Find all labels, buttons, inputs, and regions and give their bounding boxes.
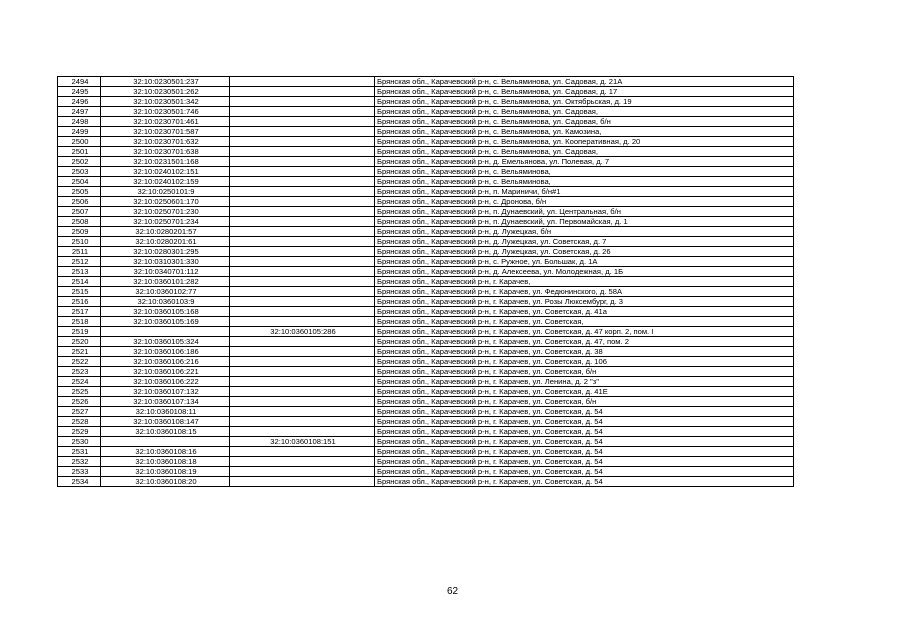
cadastral-number-cell: 32:10:0360106:222 xyxy=(101,377,230,387)
cadastral-number-cell: 32:10:0230701:587 xyxy=(101,127,230,137)
row-number-cell: 2511 xyxy=(58,247,101,257)
address-cell: Брянская обл., Карачевский р-н, г. Карачев, ул. Советская, д. 47 корп. 2, пом. I xyxy=(375,327,794,337)
table-row xyxy=(58,127,794,137)
table-row xyxy=(58,417,794,427)
cadastral-number-alt-cell xyxy=(230,407,375,417)
cadastral-number-cell: 32:10:0280201:57 xyxy=(101,227,230,237)
cadastral-number-cell: 32:10:0230701:632 xyxy=(101,137,230,147)
address-cell: Брянская обл., Карачевский р-н, г. Карачев, ул. Советская, д. 54 xyxy=(375,427,794,437)
cadastral-number-alt-cell xyxy=(230,427,375,437)
row-number-cell: 2530 xyxy=(58,437,101,447)
table-row xyxy=(58,387,794,397)
address-cell: Брянская обл., Карачевский р-н, г. Карачев, ул. Советская, д. 41Е xyxy=(375,387,794,397)
cadastral-number-alt-cell xyxy=(230,237,375,247)
address-cell: Брянская обл., Карачевский р-н, г. Карачев, ул. Советская, д. 106 xyxy=(375,357,794,367)
cadastral-number-alt-cell xyxy=(230,277,375,287)
table-row xyxy=(58,97,794,107)
address-cell: Брянская обл., Карачевский р-н, д. Емельянова, ул. Полевая, д. 7 xyxy=(375,157,794,167)
address-cell: Брянская обл., Карачевский р-н, д. Алексеева, ул. Молодежная, д. 1Б xyxy=(375,267,794,277)
row-number-cell: 2494 xyxy=(58,77,101,87)
row-number-cell: 2534 xyxy=(58,477,101,487)
row-number-cell: 2531 xyxy=(58,447,101,457)
page-number: 62 xyxy=(446,586,459,597)
table-row xyxy=(58,137,794,147)
table-row xyxy=(58,187,794,197)
row-number-cell: 2522 xyxy=(58,357,101,367)
cadastral-number-alt-cell xyxy=(230,87,375,97)
cadastral-number-alt-cell xyxy=(230,477,375,487)
cadastral-number-cell: 32:10:0360103:9 xyxy=(101,297,230,307)
table-row xyxy=(58,427,794,437)
cadastral-number-cell: 32:10:0230501:237 xyxy=(101,77,230,87)
address-cell: Брянская обл., Карачевский р-н, г. Карачев, ул. Советская, д. 54 xyxy=(375,437,794,447)
table-row xyxy=(58,397,794,407)
row-number-cell: 2510 xyxy=(58,237,101,247)
table-row xyxy=(58,177,794,187)
cadastral-number-cell: 32:10:0230501:746 xyxy=(101,107,230,117)
cadastral-number-cell: 32:10:0230501:342 xyxy=(101,97,230,107)
address-cell: Брянская обл., Карачевский р-н, г. Карачев, ул. Советская, д. 38 xyxy=(375,347,794,357)
row-number-cell: 2524 xyxy=(58,377,101,387)
cadastral-number-cell: 32:10:0360106:186 xyxy=(101,347,230,357)
cadastral-number-alt-cell: 32:10:0360105:286 xyxy=(230,327,375,337)
cadastral-number-cell: 32:10:0360108:15 xyxy=(101,427,230,437)
address-cell: Брянская обл., Карачевский р-н, с. Вельяминова, ул. Садовая, д. 17 xyxy=(375,87,794,97)
table-row xyxy=(58,467,794,477)
cadastral-number-alt-cell xyxy=(230,387,375,397)
table-row xyxy=(58,437,794,447)
address-cell: Брянская обл., Карачевский р-н, п. Дунаевский, ул. Первомайская, д. 1 xyxy=(375,217,794,227)
address-cell: Брянская обл., Карачевский р-н, г. Карачев, xyxy=(375,277,794,287)
row-number-cell: 2527 xyxy=(58,407,101,417)
row-number-cell: 2507 xyxy=(58,207,101,217)
address-cell: Брянская обл., Карачевский р-н, г. Карачев, ул. Советская, д. 54 xyxy=(375,467,794,477)
cadastral-number-alt-cell xyxy=(230,227,375,237)
table-row xyxy=(58,457,794,467)
row-number-cell: 2509 xyxy=(58,227,101,237)
address-cell: Брянская обл., Карачевский р-н, г. Карачев, ул. Советская, xyxy=(375,317,794,327)
cadastral-number-alt-cell xyxy=(230,247,375,257)
row-number-cell: 2528 xyxy=(58,417,101,427)
cadastral-number-alt-cell xyxy=(230,307,375,317)
table-row xyxy=(58,307,794,317)
address-cell: Брянская обл., Карачевский р-н, с. Вельяминова, xyxy=(375,167,794,177)
table-row xyxy=(58,87,794,97)
cadastral-number-alt-cell xyxy=(230,187,375,197)
cadastral-number-alt-cell xyxy=(230,137,375,147)
cadastral-number-cell: 32:10:0360107:134 xyxy=(101,397,230,407)
row-number-cell: 2508 xyxy=(58,217,101,227)
cadastral-number-alt-cell xyxy=(230,367,375,377)
address-cell: Брянская обл., Карачевский р-н, с. Ружное, ул. Большак, д. 1А xyxy=(375,257,794,267)
table-row xyxy=(58,267,794,277)
address-cell: Брянская обл., Карачевский р-н, с. Вельяминова, ул. Камозина, xyxy=(375,127,794,137)
address-cell: Брянская обл., Карачевский р-н, г. Карачев, ул. Советская, д. 41а xyxy=(375,307,794,317)
address-cell: Брянская обл., Карачевский р-н, с. Дронова, б/н xyxy=(375,197,794,207)
cadastral-number-alt-cell: 32:10:0360108:151 xyxy=(230,437,375,447)
cadastral-number-cell: 32:10:0230701:461 xyxy=(101,117,230,127)
cadastral-number-cell: 32:10:0250601:170 xyxy=(101,197,230,207)
cadastral-number-cell: 32:10:0360105:169 xyxy=(101,317,230,327)
row-number-cell: 2520 xyxy=(58,337,101,347)
cadastral-number-cell: 32:10:0360102:77 xyxy=(101,287,230,297)
address-cell: Брянская обл., Карачевский р-н, г. Карачев, ул. Советская, д. 54 xyxy=(375,447,794,457)
table-row xyxy=(58,347,794,357)
cadastral-number-cell: 32:10:0231501:168 xyxy=(101,157,230,167)
table-body xyxy=(58,77,794,487)
table-row xyxy=(58,197,794,207)
table-row xyxy=(58,217,794,227)
address-cell: Брянская обл., Карачевский р-н, д. Лужецкая, ул. Советская, д. 26 xyxy=(375,247,794,257)
row-number-cell: 2521 xyxy=(58,347,101,357)
address-cell: Брянская обл., Карачевский р-н, д. Лужецкая, ул. Советская, д. 7 xyxy=(375,237,794,247)
table-row xyxy=(58,317,794,327)
cadastral-number-alt-cell xyxy=(230,127,375,137)
cadastral-number-cell: 32:10:0240102:151 xyxy=(101,167,230,177)
cadastral-number-cell: 32:10:0360106:216 xyxy=(101,357,230,367)
cadastral-number-cell: 32:10:0360105:168 xyxy=(101,307,230,317)
cadastral-number-alt-cell xyxy=(230,257,375,267)
cadastral-number-alt-cell xyxy=(230,447,375,457)
row-number-cell: 2514 xyxy=(58,277,101,287)
address-cell: Брянская обл., Карачевский р-н, г. Карачев, ул. Советская, д. 54 xyxy=(375,407,794,417)
cadastral-number-cell: 32:10:0360108:18 xyxy=(101,457,230,467)
table-row xyxy=(58,377,794,387)
cadastral-number-alt-cell xyxy=(230,457,375,467)
row-number-cell: 2500 xyxy=(58,137,101,147)
row-number-cell: 2503 xyxy=(58,167,101,177)
cadastral-number-cell: 32:10:0360108:20 xyxy=(101,477,230,487)
row-number-cell: 2499 xyxy=(58,127,101,137)
cadastral-number-cell: 32:10:0360108:11 xyxy=(101,407,230,417)
cadastral-number-cell: 32:10:0250101:9 xyxy=(101,187,230,197)
cadastral-number-cell: 32:10:0360106:221 xyxy=(101,367,230,377)
row-number-cell: 2533 xyxy=(58,467,101,477)
row-number-cell: 2525 xyxy=(58,387,101,397)
cadastral-number-cell: 32:10:0310301:330 xyxy=(101,257,230,267)
cadastral-number-cell: 32:10:0240102:159 xyxy=(101,177,230,187)
cadastral-number-cell: 32:10:0360107:132 xyxy=(101,387,230,397)
row-number-cell: 2519 xyxy=(58,327,101,337)
cadastral-number-alt-cell xyxy=(230,197,375,207)
row-number-cell: 2495 xyxy=(58,87,101,97)
cadastral-number-alt-cell xyxy=(230,217,375,227)
cadastral-number-cell: 32:10:0230701:638 xyxy=(101,147,230,157)
cadastral-number-cell: 32:10:0360108:19 xyxy=(101,467,230,477)
address-cell: Брянская обл., Карачевский р-н, г. Карачев, ул. Ленина, д. 2 "з" xyxy=(375,377,794,387)
address-cell: Брянская обл., Карачевский р-н, г. Карачев, ул. Советская, д. 54 xyxy=(375,457,794,467)
property-register-table xyxy=(57,76,794,487)
cadastral-number-alt-cell xyxy=(230,157,375,167)
cadastral-number-alt-cell xyxy=(230,317,375,327)
cadastral-number-cell: 32:10:0280201:61 xyxy=(101,237,230,247)
cadastral-number-alt-cell xyxy=(230,117,375,127)
cadastral-number-alt-cell xyxy=(230,107,375,117)
table-row xyxy=(58,327,794,337)
cadastral-number-cell: 32:10:0360108:147 xyxy=(101,417,230,427)
table-row xyxy=(58,167,794,177)
row-number-cell: 2517 xyxy=(58,307,101,317)
cadastral-number-alt-cell xyxy=(230,297,375,307)
row-number-cell: 2512 xyxy=(58,257,101,267)
cadastral-number-alt-cell xyxy=(230,467,375,477)
table-row xyxy=(58,247,794,257)
cadastral-number-cell: 32:10:0360108:16 xyxy=(101,447,230,457)
row-number-cell: 2502 xyxy=(58,157,101,167)
cadastral-number-alt-cell xyxy=(230,207,375,217)
address-cell: Брянская обл., Карачевский р-н, г. Карачев, ул. Советская, д. 54 xyxy=(375,477,794,487)
table-row xyxy=(58,77,794,87)
row-number-cell: 2526 xyxy=(58,397,101,407)
row-number-cell: 2523 xyxy=(58,367,101,377)
cadastral-number-cell: 32:10:0280301:295 xyxy=(101,247,230,257)
address-cell: Брянская обл., Карачевский р-н, п. Дунаевский, ул. Центральная, б/н xyxy=(375,207,794,217)
row-number-cell: 2496 xyxy=(58,97,101,107)
table-row xyxy=(58,227,794,237)
table-row xyxy=(58,157,794,167)
address-cell: Брянская обл., Карачевский р-н, с. Вельяминова, ул. Садовая, xyxy=(375,107,794,117)
table-row xyxy=(58,477,794,487)
table-row xyxy=(58,447,794,457)
row-number-cell: 2513 xyxy=(58,267,101,277)
cadastral-number-alt-cell xyxy=(230,167,375,177)
table-row xyxy=(58,207,794,217)
cadastral-number-cell: 32:10:0340701:112 xyxy=(101,267,230,277)
row-number-cell: 2518 xyxy=(58,317,101,327)
cadastral-number-cell: 32:10:0360105:324 xyxy=(101,337,230,347)
table-row xyxy=(58,237,794,247)
row-number-cell: 2501 xyxy=(58,147,101,157)
table-row xyxy=(58,337,794,347)
cadastral-number-alt-cell xyxy=(230,337,375,347)
table-row xyxy=(58,117,794,127)
address-cell: Брянская обл., Карачевский р-н, с. Вельяминова, xyxy=(375,177,794,187)
row-number-cell: 2505 xyxy=(58,187,101,197)
row-number-cell: 2504 xyxy=(58,177,101,187)
row-number-cell: 2498 xyxy=(58,117,101,127)
address-cell: Брянская обл., Карачевский р-н, п. Мариничи, б/н#1 xyxy=(375,187,794,197)
cadastral-number-alt-cell xyxy=(230,417,375,427)
cadastral-number-alt-cell xyxy=(230,377,375,387)
address-cell: Брянская обл., Карачевский р-н, г. Карачев, ул. Советская, д. 54 xyxy=(375,417,794,427)
address-cell: Брянская обл., Карачевский р-н, с. Вельяминова, ул. Октябрьская, д. 19 xyxy=(375,97,794,107)
table-row xyxy=(58,297,794,307)
address-cell: Брянская обл., Карачевский р-н, г. Карачев, ул. Советская, б/н xyxy=(375,367,794,377)
row-number-cell: 2532 xyxy=(58,457,101,467)
address-cell: Брянская обл., Карачевский р-н, г. Карачев, ул. Советская, б/н xyxy=(375,397,794,407)
address-cell: Брянская обл., Карачевский р-н, с. Вельяминова, ул. Кооперативная, д. 20 xyxy=(375,137,794,147)
address-cell: Брянская обл., Карачевский р-н, г. Карачев, ул. Розы Люксембург, д. 3 xyxy=(375,297,794,307)
table-row xyxy=(58,357,794,367)
address-cell: Брянская обл., Карачевский р-н, с. Вельяминова, ул. Садовая, б/н xyxy=(375,117,794,127)
table-row xyxy=(58,107,794,117)
table-row xyxy=(58,367,794,377)
cadastral-number-cell xyxy=(101,327,230,337)
address-cell: Брянская обл., Карачевский р-н, г. Карачев, ул. Советская, д. 47, пом. 2 xyxy=(375,337,794,347)
row-number-cell: 2506 xyxy=(58,197,101,207)
table-row xyxy=(58,147,794,157)
address-cell: Брянская обл., Карачевский р-н, д. Лужецкая, б/н xyxy=(375,227,794,237)
cadastral-number-alt-cell xyxy=(230,397,375,407)
table-row xyxy=(58,277,794,287)
row-number-cell: 2529 xyxy=(58,427,101,437)
cadastral-number-alt-cell xyxy=(230,267,375,277)
table-row xyxy=(58,407,794,417)
table-row xyxy=(58,257,794,267)
cadastral-number-cell xyxy=(101,437,230,447)
address-cell: Брянская обл., Карачевский р-н, с. Вельяминова, ул. Садовая, д. 21А xyxy=(375,77,794,87)
cadastral-number-cell: 32:10:0250701:230 xyxy=(101,207,230,217)
cadastral-number-alt-cell xyxy=(230,357,375,367)
cadastral-number-cell: 32:10:0360101:282 xyxy=(101,277,230,287)
cadastral-number-alt-cell xyxy=(230,347,375,357)
cadastral-number-cell: 32:10:0230501:262 xyxy=(101,87,230,97)
cadastral-number-alt-cell xyxy=(230,177,375,187)
table-row xyxy=(58,287,794,297)
address-cell: Брянская обл., Карачевский р-н, с. Вельяминова, ул. Садовая, xyxy=(375,147,794,157)
cadastral-number-alt-cell xyxy=(230,147,375,157)
cadastral-number-alt-cell xyxy=(230,97,375,107)
row-number-cell: 2515 xyxy=(58,287,101,297)
cadastral-number-cell: 32:10:0250701:234 xyxy=(101,217,230,227)
row-number-cell: 2516 xyxy=(58,297,101,307)
address-cell: Брянская обл., Карачевский р-н, г. Карачев, ул. Федюнинского, д. 58А xyxy=(375,287,794,297)
cadastral-number-alt-cell xyxy=(230,77,375,87)
row-number-cell: 2497 xyxy=(58,107,101,117)
cadastral-number-alt-cell xyxy=(230,287,375,297)
